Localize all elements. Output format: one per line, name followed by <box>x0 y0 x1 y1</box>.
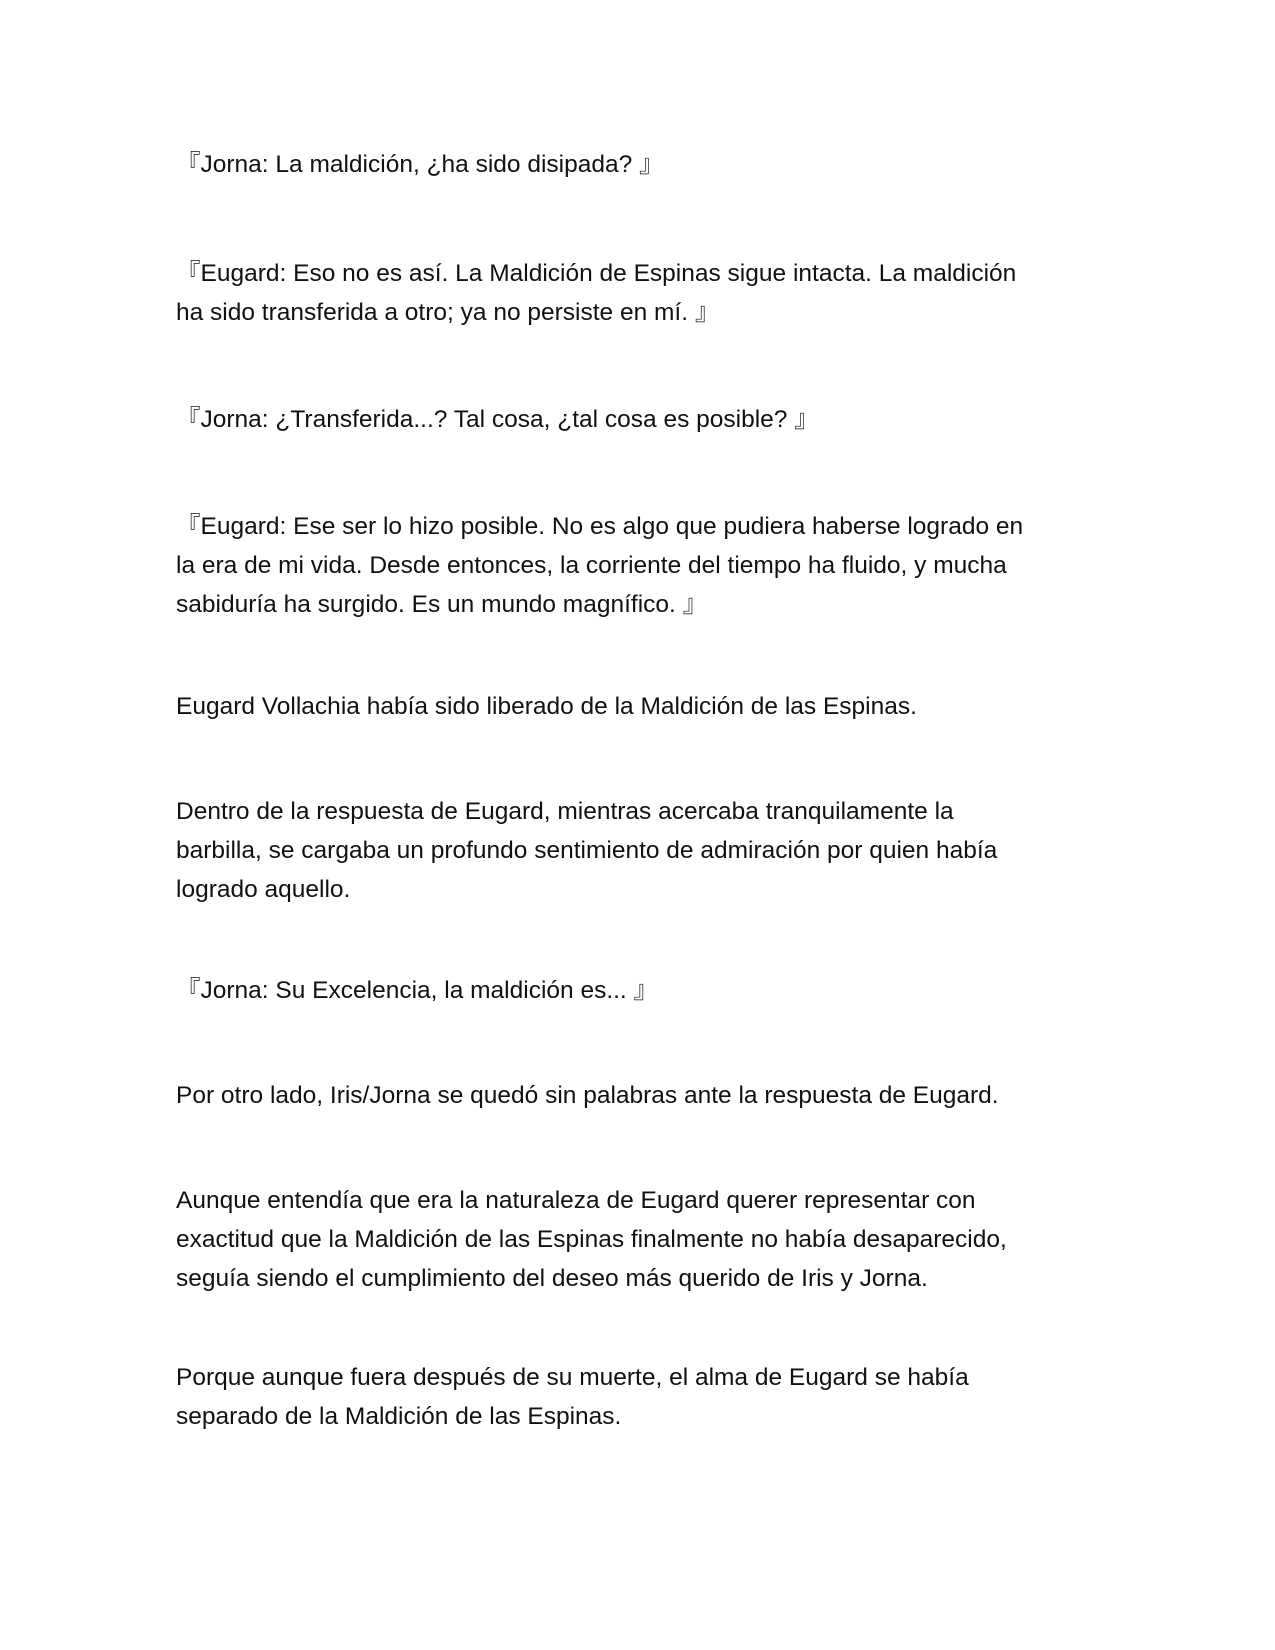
narrative-paragraph <box>176 1181 1096 1298</box>
text-line: barbilla, se cargaba un profundo sentimiento de admiración por quien había <box>176 837 998 864</box>
text-line: la era de mi vida. Desde entonces, la corriente del tiempo ha fluido, y mucha <box>176 552 1007 579</box>
dialogue-paragraph-jorna <box>176 971 1096 1010</box>
text-line: sabiduría ha surgido. Es un mundo magnífico. 』 <box>176 591 708 618</box>
narrative-paragraph <box>176 1076 1096 1115</box>
text-line: Por otro lado, Iris/Jorna se quedó sin palabras ante la respuesta de Eugard. <box>176 1082 999 1109</box>
dialogue-paragraph-jorna <box>176 145 1096 184</box>
text-line: Aunque entendía que era la naturaleza de Eugard querer representar con <box>176 1187 976 1214</box>
text-line: 『Eugard: Ese ser lo hizo posible. No es algo que pudiera haberse logrado en <box>176 513 1024 540</box>
text-line: Eugard Vollachia había sido liberado de la Maldición de las Espinas. <box>176 693 917 720</box>
text-line: 『Jorna: La maldición, ¿ha sido disipada? 』 <box>176 151 664 178</box>
dialogue-paragraph-jorna <box>176 400 1096 439</box>
text-line: Porque aunque fuera después de su muerte, el alma de Eugard se había <box>176 1364 969 1391</box>
text-line: separado de la Maldición de las Espinas. <box>176 1403 622 1430</box>
text-line: 『Jorna: ¿Transferida...? Tal cosa, ¿tal cosa es posible? 』 <box>176 406 819 433</box>
narrative-paragraph <box>176 687 1096 726</box>
dialogue-paragraph-eugard <box>176 254 1096 332</box>
text-line: 『Jorna: Su Excelencia, la maldición es... 』 <box>176 977 659 1004</box>
narrative-paragraph <box>176 1358 1096 1436</box>
text-line: 『Eugard: Eso no es así. La Maldición de Espinas sigue intacta. La maldición <box>176 260 1017 287</box>
dialogue-paragraph-eugard <box>176 507 1096 624</box>
text-line: ha sido transferida a otro; ya no persiste en mí. 』 <box>176 299 720 326</box>
text-line: exactitud que la Maldición de las Espinas finalmente no había desaparecido, <box>176 1226 1007 1253</box>
text-line: Dentro de la respuesta de Eugard, mientras acercaba tranquilamente la <box>176 798 954 825</box>
narrative-paragraph <box>176 792 1096 909</box>
text-line: logrado aquello. <box>176 876 351 903</box>
text-line: seguía siendo el cumplimiento del deseo más querido de Iris y Jorna. <box>176 1265 928 1292</box>
